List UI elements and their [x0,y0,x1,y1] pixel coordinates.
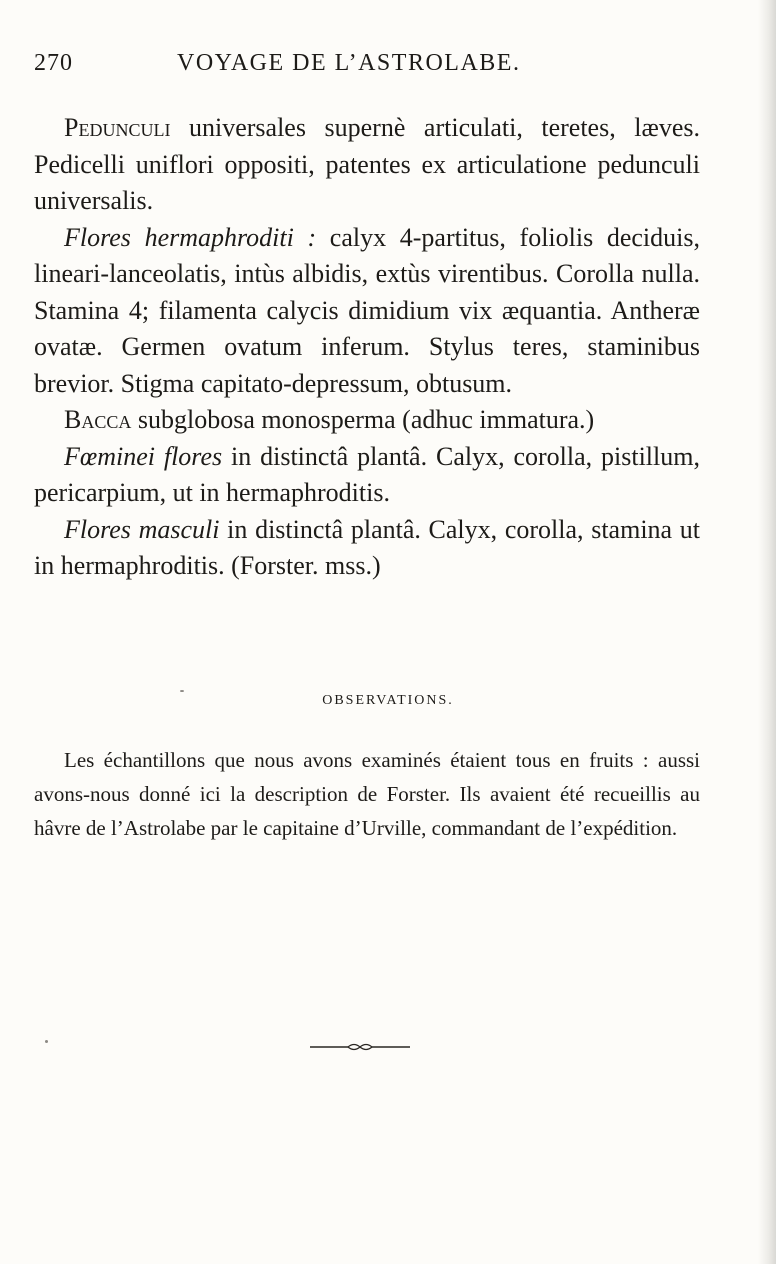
paragraph-text: in distinctâ plantâ. Calyx, corolla, pistillum, pericarpium, ut in hermaphroditis. [34,441,700,507]
paragraph-text: universales supernè articulati, teretes, læves. Pedicelli uniflori oppositi, patentes ex articulatione pedunculi universalis. [34,113,700,215]
page-number: 270 [34,50,73,76]
paragraph-lead: Fœminei flores [64,441,223,471]
paragraph-foeminei-flores [34,439,700,512]
paper-speck [45,1040,48,1043]
paragraph-lead: Pedunculi [64,113,171,142]
paragraph-flores-hermaphroditi [34,220,700,403]
observations-heading: OBSERVATIONS. [322,693,454,708]
paragraph-lead: Flores masculi [64,514,220,544]
paragraph-text: subglobosa monosperma (adhuc immatura.) [131,405,595,434]
observations-text: Les échantillons que nous avons examinés étaient tous en fruits : aussi avons-nous donné ici la description de Forster. Ils avaient été recueillis au hâvre de l’Astrolabe par le capitaine d’Urville, commandant de l’expédition. [34,748,700,840]
paper-speck [180,690,184,692]
paragraph-pedunculi [34,110,700,220]
paragraph-text: calyx 4-partitus, foliolis deciduis, lineari-lanceolatis, intùs albidis, extùs virentibus. Corolla nulla. Stamina 4; filamenta calycis dimidium vix æquantia. Antheræ ovatæ. Germen ovatum inferum. Stylus teres, staminibus brevior. Stigma capitato-depressum, obtusum. [34,222,700,398]
paragraph-lead: Flores hermaphroditi : [64,222,317,252]
end-ornament-icon [310,1040,410,1059]
paragraph-text: in distinctâ plantâ. Calyx, corolla, stamina ut in hermaphroditis. (Forster. mss.) [34,514,700,580]
paragraph-bacca [34,402,700,439]
running-title: VOYAGE DE L’ASTROLABE. [177,50,521,76]
page-edge-shadow [758,0,776,1264]
paragraph-flores-masculi [34,512,700,585]
description-body [34,110,700,585]
paragraph-lead: Bacca [64,405,132,434]
